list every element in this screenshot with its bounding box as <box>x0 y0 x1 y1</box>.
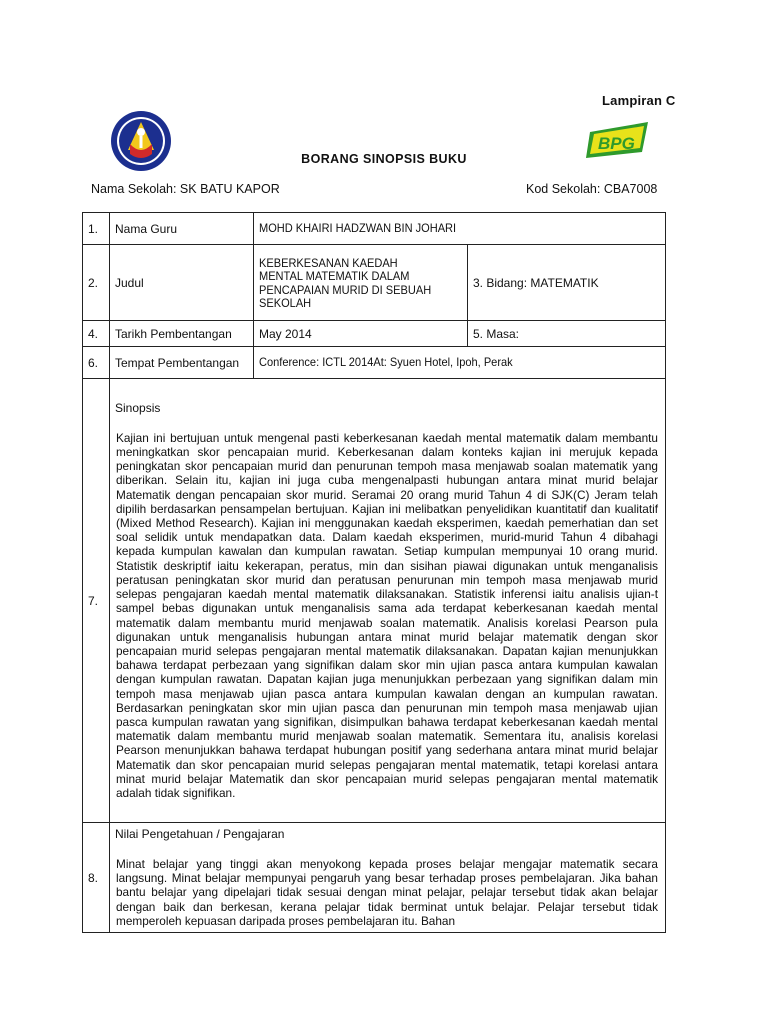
knowledge-value-cell <box>110 823 666 933</box>
row-number: 8. <box>83 823 110 933</box>
row-teacher-name <box>83 213 666 245</box>
field-value: 3. Bidang: MATEMATIK <box>468 245 666 321</box>
row-knowledge-value <box>83 823 666 933</box>
title-line: MENTAL MATEMATIK DALAM <box>259 269 410 283</box>
synopsis-cell <box>110 379 666 823</box>
presentation-venue-value <box>254 347 666 379</box>
bpg-logo-text: BPG <box>598 134 635 153</box>
form-title: BORANG SINOPSIS BUKU <box>301 152 467 166</box>
presentation-date-value: May 2014 <box>254 321 468 347</box>
synopsis-text: Kajian ini bertujuan untuk mengenal pasti keberkesanan kaedah mental matematik dalam membantu meningkatkan skor pencapaian murid. Keberkesanan dalam konteks kajian ini merujuk kepada peningkatan skor pencapaian murid dan penurunan tempoh masa menjawab soalan matematik yang diberikan. Selain itu, kajian ini juga cuba mengenalpasti hubungan antara minat murid belajar Matematik dengan pencapaian skor murid. Seramai 20 orang murid Tahun 4 di SJK(C) Jeram telah dipilih berdasarkan pensampelan bertujuan. Kajian ini melibatkan penyelidikan kuantitatif dan kualitatif (Mixed Method Research). Kajian ini menggunakan kaedah eksperimen, kaedah pemerhatian dan set soal selidik untuk mendapatkan data. Dalam kaedah eksperimen, murid-murid Tahun 4 dibahagi kepada kumpulan kawalan dan kumpulan rawatan. Setiap kumpulan mempunyai 10 orang murid. Statistik deskriptif iaitu kekerapan, peratus, min dan sisihan piawai digunakan untuk menganalisis peratusan peningkatan skor murid dan peratusan penurunan min tempoh masa menjawab murid selepas pengajaran kaedah mental matematik dilaksanakan. Statistik inferensi iaitu analisis ujian-t sampel bebas digunakan untuk menganalisis sama ada terdapat keberkesanan kaedah mental matematik dalam membantu murid menjawab soalan matematik. Analisis korelasi Pearson pula digunakan untuk menganalisis hubungan antara minat murid belajar matematik dengan skor pencapaian murid selepas pengajaran mental matematik dilaksanakan. Dapatan kajian menunjukkan bahawa terdapat perbezaan yang signifikan dalam skor min ujian pasca antara kumpulan kawalan dengan kumpulan rawatan. Dapatan kajian juga menunjukkan perbezaan yang signifikan dalam min tempoh masa menjawab ujian pasca antara kumpulan kawalan dengan an kumpulan rawatan. Berdasarkan peningkatan skor min ujian pasca dan penurunan min tempoh masa menjawab ujian pasca kumpulan rawatan yang signifikan, disimpulkan bahawa terdapat keberkesanan kaedah mental matematik dalam membantu murid menjawab soalan matematik. Sementara itu, analisis korelasi Pearson menunjukkan bahawa terdapat hubungan positif yang sederhana antara minat murid belajar Matematik dan skor pencapaian murid selepas pengajaran mental matematik, tetapi korelasi antara minat murid belajar Matematik dan skor pencapaian murid selepas pengajaran mental matematik adalah tidak signifikan. <box>116 430 658 800</box>
school-code: Kod Sekolah: CBA7008 <box>526 182 658 196</box>
row-synopsis <box>83 379 666 823</box>
knowledge-value-text: Minat belajar yang tinggi akan menyokong kepada proses belajar mengajar matematik secara langsung. Minat belajar mempunyai pengaruh yang besar terhadap proses pembelajaran. Jika bahan bantu belajar yang dipelajari tidak sesuai dengan minat pelajar, pelajar tersebut tidak akan belajar dengan baik dan berkesan, kerana pelajar tidak berminat untuk belajar. Pelajar tersebut tidak memperoleh kepuasan daripada proses pembelajaran itu. Bahan <box>116 856 658 928</box>
field-label: Tarikh Pembentangan <box>110 321 254 347</box>
row-presentation-date <box>83 321 666 347</box>
title-line: PENCAPAIAN MURID DI SEBUAH <box>259 282 432 297</box>
field-label: Judul <box>110 245 254 321</box>
row-presentation-venue <box>83 347 666 379</box>
field-label: Nama Guru <box>110 213 254 245</box>
row-number: 7. <box>83 379 110 823</box>
row-title <box>83 245 666 321</box>
teacher-name-text: MOHD KHAIRI HADZWAN BIN JOHARI <box>259 220 457 235</box>
title-value <box>254 245 468 321</box>
appendix-label: Lampiran C <box>602 93 676 108</box>
title-line: KEBERKESANAN KAEDAH <box>259 255 398 270</box>
field-label: Tempat Pembentangan <box>110 347 254 379</box>
row-number: 4. <box>83 321 110 347</box>
teacher-name-value <box>254 213 666 245</box>
row-number: 6. <box>83 347 110 379</box>
row-number: 1. <box>83 213 110 245</box>
school-name: Nama Sekolah: SK BATU KAPOR <box>91 182 280 196</box>
title-line: SEKOLAH <box>259 296 312 310</box>
field-value: 5. Masa: <box>468 321 666 347</box>
section-title: Nilai Pengetahuan / Pengajaran <box>115 826 285 841</box>
section-title: Sinopsis <box>115 400 161 415</box>
row-number: 2. <box>83 245 110 321</box>
presentation-venue-text: Conference: ICTL 2014At: Syuen Hotel, Ipoh, Perak <box>259 354 513 369</box>
synopsis-form-table <box>82 212 666 933</box>
